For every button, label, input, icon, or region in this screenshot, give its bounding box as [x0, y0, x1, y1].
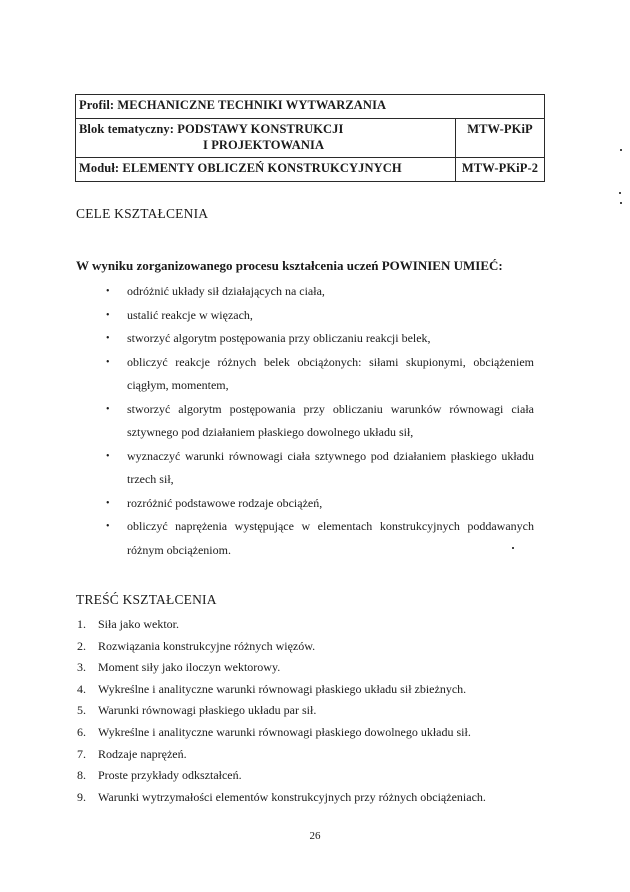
thematic-block-cell	[76, 119, 456, 158]
bullet-icon: •	[106, 309, 110, 321]
goal-item: • obliczyć reakcje różnych belek obciążonych: siłami skupionymi, obciążeniem ciągłym, momentem,	[104, 351, 534, 398]
thematic-block-row	[76, 119, 545, 158]
goals-intro: W wyniku zorganizowanego procesu kształcenia uczeń POWINIEN UMIEĆ:	[76, 258, 503, 273]
content-item: 2. Rozwiązania konstrukcyjne różnych więzów.	[77, 638, 316, 653]
content-list	[77, 614, 547, 808]
scan-mark	[620, 202, 622, 204]
content-item: 3. Moment siły jako iloczyn wektorowy.	[77, 660, 281, 675]
scan-mark	[619, 192, 621, 194]
bullet-icon: •	[106, 497, 110, 509]
thematic-block-line1: Blok tematyczny: PODSTAWY KONSTRUKCJI	[79, 122, 344, 136]
content-item: 5. Warunki równowagi płaskiego układu par sił.	[77, 703, 317, 718]
goal-item: • stworzyć algorytm postępowania przy obliczaniu warunków równowagi ciała sztywnego pod działaniem płaskiego dowolnego układu sił,	[104, 398, 534, 445]
goal-item: • stworzyć algorytm postępowania przy obliczaniu reakcji belek,	[104, 327, 534, 351]
content-item: 8. Proste przykłady odkształceń.	[77, 768, 242, 783]
bullet-icon: •	[106, 450, 110, 462]
profile-row	[76, 95, 545, 119]
content-item: 6. Wykreślne i analityczne warunki równowagi płaskiego dowolnego układu sił.	[77, 724, 471, 739]
goal-item: • wyznaczyć warunki równowagi ciała sztywnego pod działaniem płaskiego układu trzech sił,	[104, 445, 534, 492]
module-cell: Moduł: ELEMENTY OBLICZEŃ KONSTRUKCYJNYCH	[76, 158, 456, 182]
goal-item: • ustalić reakcje w więzach,	[104, 304, 534, 328]
thematic-block-code: MTW-PKiP	[456, 119, 545, 158]
profile-cell: Profil: MECHANICZNE TECHNIKI WYTWARZANIA	[76, 95, 545, 119]
content-item: 9. Warunki wytrzymałości elementów konstrukcyjnych przy różnych obciążeniach.	[77, 789, 486, 804]
bullet-icon: •	[106, 333, 110, 344]
module-row	[76, 158, 545, 182]
goals-heading: CELE KSZTAŁCENIA	[76, 206, 209, 221]
bullet-icon: •	[106, 403, 110, 415]
content-item: 4. Wykreślne i analityczne warunki równowagi płaskiego układu sił zbieżnych.	[77, 681, 467, 696]
content-item: 7. Rodzaje naprężeń.	[77, 746, 187, 761]
bullet-icon: •	[106, 356, 110, 368]
content-heading: TREŚĆ KSZTAŁCENIA	[76, 592, 217, 607]
bullet-icon: •	[106, 286, 110, 297]
goal-item: • odróżnić układy sił działających na ciała,	[104, 280, 534, 304]
module-code: MTW-PKiP-2	[456, 158, 545, 182]
thematic-block-line2: I PROJEKTOWANIA	[203, 138, 325, 152]
page-number: 26	[309, 830, 321, 842]
content-item: 1. Siła jako wektor.	[77, 617, 179, 631]
scan-mark	[512, 547, 514, 549]
scan-mark	[620, 149, 622, 151]
bullet-icon: •	[106, 521, 110, 532]
module-header-table	[75, 94, 545, 182]
goals-list	[104, 280, 534, 562]
goal-item: • rozróżnić podstawowe rodzaje obciążeń,	[104, 492, 534, 516]
goal-item: • obliczyć naprężenia występujące w elementach konstrukcyjnych poddawanych różnym obciążeniom.	[104, 515, 534, 562]
